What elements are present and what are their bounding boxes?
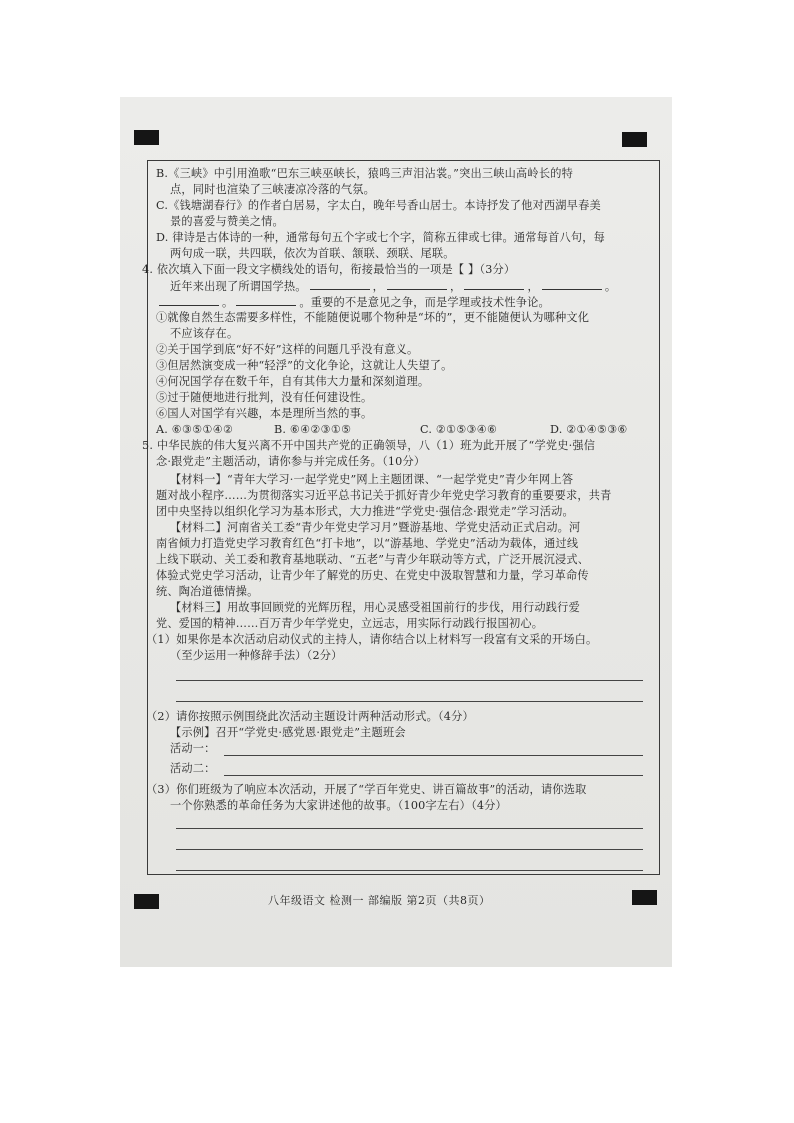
answer-line[interactable] bbox=[176, 870, 643, 871]
question-5-stem-cont: 念·跟党走”主题活动，请你参与并完成任务。（10分） bbox=[156, 455, 426, 468]
answer-blank bbox=[310, 279, 370, 290]
subquestion-3: （3）你们班级为了响应本次活动，开展了“学百年党史、讲百篇故事”的活动，请你选取 bbox=[146, 783, 587, 796]
activity-1-answer-line[interactable] bbox=[224, 755, 643, 756]
page-footer: 八年级语文 检测一 部编版 第2页（共8页） bbox=[268, 894, 491, 907]
material-3-line1: 【材料三】用故事回顾党的光辉历程，用心灵感受祖国前行的步伐，用行动践行爱 bbox=[170, 601, 580, 614]
subquestion-2: （2）请你按照示例围绕此次活动主题设计两种活动形式。（4分） bbox=[146, 710, 474, 723]
material-1-line3: 团中央坚持以组织化学习为基本形式，大力推进“学党史·强信念·跟党走”学习活动。 bbox=[156, 505, 574, 518]
answer-line[interactable] bbox=[176, 849, 643, 850]
material-2-line5: 统、陶冶道德情操。 bbox=[156, 585, 259, 598]
choice-d: D. ②①④⑤③⑥ bbox=[550, 423, 628, 436]
material-1-line1: 【材料一】“青年大学习·一起学党史”网上主题团课、“一起学党史”青少年网上答 bbox=[170, 473, 574, 486]
option-d-line1: D. 律诗是古体诗的一种，通常每句五个字或七个字，简称五律或七律。通常每首八句，每 bbox=[156, 231, 606, 244]
activity-1-label: 活动一： bbox=[170, 742, 216, 755]
answer-line[interactable] bbox=[176, 701, 643, 702]
sentence-4: ④何况国学存在数千年，自有其伟大力量和深刻道理。 bbox=[156, 375, 430, 388]
sentence-2: ②关于国学到底“好不好”这样的问题几乎没有意义。 bbox=[156, 343, 419, 356]
activity-2-answer-line[interactable] bbox=[224, 775, 643, 776]
question-4-passage-line1: 近年来出现了所谓国学热。 ， ， ， 。 bbox=[170, 280, 617, 293]
answer-blank bbox=[236, 295, 296, 306]
subquestion-1-cont: （至少运用一种修辞手法）（2分） bbox=[170, 649, 343, 662]
choice-c: C. ②①⑤③④⑥ bbox=[420, 423, 498, 436]
exam-sheet bbox=[120, 97, 672, 967]
option-c-line1: C.《钱塘湖春行》的作者白居易，字太白，晚年号香山居士。本诗抒发了他对西湖早春美 bbox=[156, 199, 601, 212]
answer-blank bbox=[542, 279, 602, 290]
scanned-photo bbox=[120, 97, 672, 967]
sentence-1-cont: 不应该存在。 bbox=[170, 327, 239, 340]
answer-line[interactable] bbox=[176, 828, 643, 829]
material-2-line1: 【材料二】河南省关工委“青少年党史学习月”暨游基地、学党史活动正式启动。河 bbox=[170, 521, 581, 534]
answer-blank bbox=[159, 295, 219, 306]
answer-line[interactable] bbox=[176, 680, 643, 681]
sentence-1: ①就像自然生态需要多样性，不能随便说哪个物种是“坏的”，更不能随便认为哪种文化 bbox=[156, 311, 590, 324]
passage-text: 。重要的不是意见之争，而是学理或技术性争论。 bbox=[299, 296, 550, 309]
option-b-line2: 点，同时也渲染了三峡凄凉冷落的气氛。 bbox=[170, 183, 375, 196]
question-4-passage-line2: 。 。重要的不是意见之争，而是学理或技术性争论。 bbox=[156, 295, 550, 310]
subquestion-2-example: 【示例】召开“学党史·感党恩·跟党走”主题班会 bbox=[170, 726, 406, 739]
sentence-3: ③但居然演变成一种“轻浮”的文化争论，这就让人失望了。 bbox=[156, 359, 453, 372]
registration-mark-top-right bbox=[622, 132, 647, 147]
material-2-line4: 体验式党史学习活动，让青少年了解党的历史、在党史中汲取智慧和力量，学习革命传 bbox=[156, 569, 589, 582]
question-5-stem: 5. 中华民族的伟大复兴离不开中国共产党的正确领导，八（1）班为此开展了“学党史·强信 bbox=[142, 439, 596, 452]
activity-2-label: 活动二： bbox=[170, 762, 216, 775]
subquestion-1: （1）如果你是本次活动启动仪式的主持人，请你结合以上材料写一段富有文采的开场白。 bbox=[146, 633, 598, 646]
registration-mark-top-left bbox=[134, 130, 159, 145]
subquestion-3-cont: 一个你熟悉的革命任务为大家讲述他的故事。（100字左右）（4分） bbox=[170, 799, 507, 812]
option-b-line1: B.《三峡》中引用渔歌“巴东三峡巫峡长，猿鸣三声泪沾裳。”突出三峡山高岭长的特 bbox=[156, 167, 573, 180]
choice-a: A. ⑥③⑤①④② bbox=[156, 423, 234, 436]
question-4-stem: 4. 依次填入下面一段文字横线处的语句，衔接最恰当的一项是【 】（3分） bbox=[142, 263, 516, 276]
option-c-line2: 景的喜爱与赞美之情。 bbox=[170, 215, 284, 228]
sentence-6: ⑥国人对国学有兴趣，本是理所当然的事。 bbox=[156, 407, 373, 420]
option-d-line2: 两句成一联，共四联，依次为首联、颔联、颈联、尾联。 bbox=[170, 247, 455, 260]
sentence-5: ⑤过于随便地进行批判，没有任何建设性。 bbox=[156, 391, 373, 404]
choice-b: B. ⑥④②③①⑤ bbox=[274, 423, 352, 436]
material-2-line3: 上线下联动、关工委和教育基地联动、“五老”与青少年联动等方式，广泛开展沉浸式、 bbox=[156, 553, 590, 566]
answer-blank bbox=[464, 279, 524, 290]
passage-text: 近年来出现了所谓国学热。 bbox=[170, 280, 307, 293]
registration-mark-bottom-right bbox=[632, 890, 657, 905]
registration-mark-bottom-left bbox=[134, 894, 159, 909]
material-3-line2: 党、爱国的精神……百万青少年学党史，立远志，用实际行动践行报国初心。 bbox=[156, 617, 544, 630]
answer-blank bbox=[387, 279, 447, 290]
material-2-line2: 南省倾力打造党史学习教育红色“打卡地”，以“游基地、学党史”活动为载体，通过线 bbox=[156, 537, 579, 550]
material-1-line2: 题对战小程序……为贯彻落实习近平总书记关于抓好青少年党史学习教育的重要要求，共青 bbox=[156, 489, 612, 502]
